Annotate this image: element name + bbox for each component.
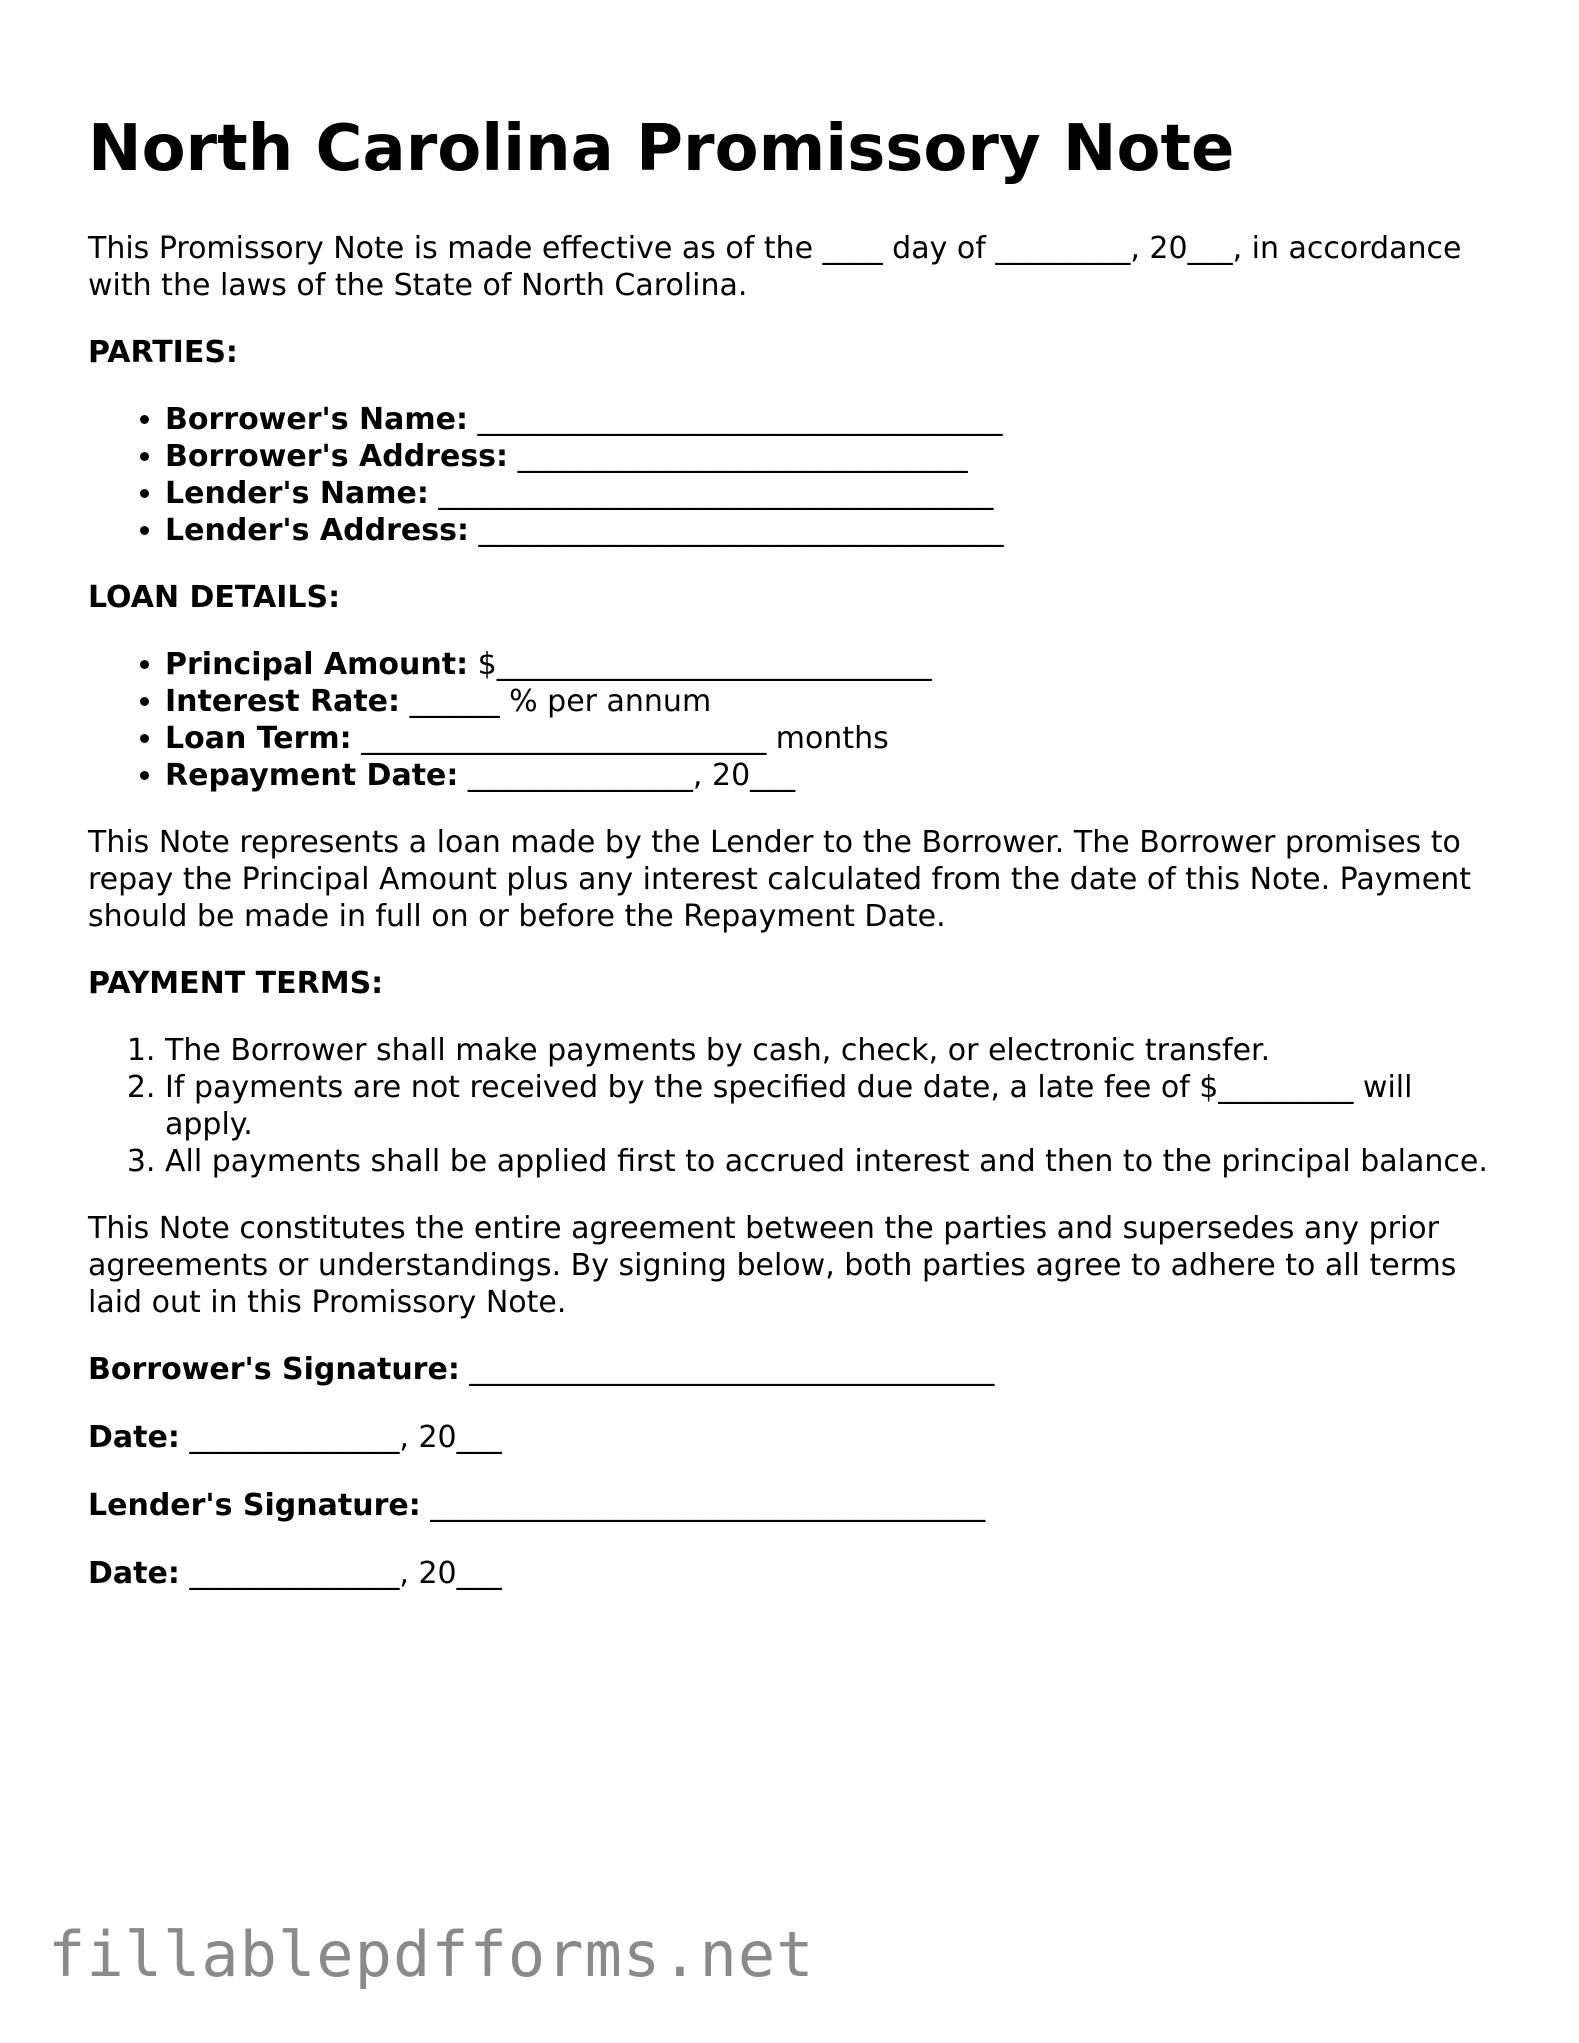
parties-list xyxy=(88,401,1508,549)
field-label: Date: xyxy=(88,1556,180,1591)
list-item xyxy=(165,438,1508,475)
payment-terms-list xyxy=(88,1032,1508,1180)
list-item: 2. If payments are not received by the specified due date, a late fee of $_________ will apply. xyxy=(165,1069,1508,1143)
field-label: Date: xyxy=(88,1420,180,1455)
field-label: Borrower's Address: xyxy=(165,439,509,474)
field-label: Principal Amount: xyxy=(165,647,469,682)
field-blank[interactable]: ______ % per annum xyxy=(400,684,712,719)
lender-signature-line xyxy=(88,1487,1508,1524)
field-blank[interactable]: ___________________________________ xyxy=(467,402,1003,437)
list-item xyxy=(165,757,1508,794)
parties-heading: PARTIES: xyxy=(88,335,238,370)
list-item xyxy=(165,475,1508,512)
field-blank[interactable]: ___________________________________ xyxy=(468,513,1004,548)
field-label: Lender's Name: xyxy=(165,476,429,511)
watermark-text: fillablepdfforms.net xyxy=(48,1918,815,1991)
field-label: Lender's Address: xyxy=(165,513,469,548)
field-blank[interactable]: ___________________________ months xyxy=(351,721,889,756)
field-blank[interactable]: _______________, 20___ xyxy=(458,758,796,793)
closing-paragraph: This Note constitutes the entire agreement between the parties and supersedes any prior agreements or understandings. By signing below, both parties agree to adhere to all terms laid out in this Promissory Note. xyxy=(88,1211,1457,1320)
field-label: Borrower's Name: xyxy=(165,402,468,437)
list-item xyxy=(165,720,1508,757)
field-label: Lender's Signature: xyxy=(88,1488,421,1523)
field-label: Repayment Date: xyxy=(165,758,459,793)
payment-terms-heading: PAYMENT TERMS: xyxy=(88,966,384,1001)
list-item: 3. All payments shall be applied first to accrued interest and then to the principal balance. xyxy=(165,1143,1508,1180)
field-blank[interactable]: _____________________________________ xyxy=(420,1488,986,1523)
borrower-signature-line xyxy=(88,1351,1508,1388)
field-label: Loan Term: xyxy=(165,721,352,756)
field-blank[interactable]: ______________________________ xyxy=(508,439,968,474)
loan-details-heading: LOAN DETAILS: xyxy=(88,580,341,615)
borrower-date-line xyxy=(88,1419,1508,1456)
intro-paragraph: This Promissory Note is made effective as of the ____ day of _________, 20___, in accordance with the laws of the State of North Carolina. xyxy=(88,231,1462,303)
field-blank[interactable]: ______________, 20___ xyxy=(179,1556,502,1591)
field-label: Borrower's Signature: xyxy=(88,1352,460,1387)
loan-paragraph: This Note represents a loan made by the Lender to the Borrower. The Borrower promises to repay the Principal Amount plus any interest calculated from the date of this Note. Payment should be made in full on or before the Repayment Date. xyxy=(88,825,1471,934)
field-blank[interactable]: ___________________________________ xyxy=(459,1352,995,1387)
list-item xyxy=(165,512,1508,549)
lender-date-line xyxy=(88,1555,1508,1592)
field-blank[interactable]: $_____________________________ xyxy=(468,647,932,682)
field-blank[interactable]: ______________, 20___ xyxy=(179,1420,502,1455)
list-item xyxy=(165,401,1508,438)
list-item xyxy=(165,646,1508,683)
field-label: Interest Rate: xyxy=(165,684,401,719)
field-blank[interactable]: _____________________________________ xyxy=(428,476,994,511)
list-item: 1. The Borrower shall make payments by cash, check, or electronic transfer. xyxy=(165,1032,1508,1069)
list-item xyxy=(165,683,1508,720)
page-title: North Carolina Promissory Note xyxy=(88,112,1235,186)
loan-details-list xyxy=(88,646,1508,794)
document-page xyxy=(88,108,1508,1623)
